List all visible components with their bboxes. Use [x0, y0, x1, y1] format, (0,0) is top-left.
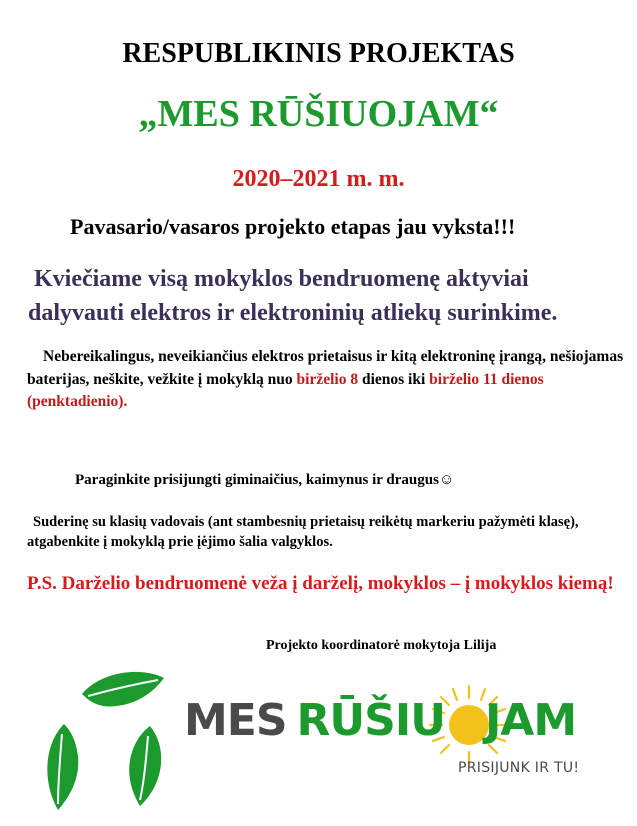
document-title: RESPUBLIKINIS PROJEKTAS — [122, 38, 515, 69]
postscript: P.S. Darželio bendruomenė veža į darželį, mokyklos – į mokyklos kiemą! — [27, 573, 614, 594]
school-year: 2020–2021 m. m. — [232, 166, 405, 192]
logo-word-mes: MES — [184, 695, 287, 746]
logo-word-jam: JAM — [484, 695, 577, 746]
invitation-line-1: Kviečiame visą mokyklos bendruomenę aktyviai — [34, 266, 529, 292]
details-text-middle: dienos iki — [358, 370, 430, 388]
project-name: „MES RŪŠIUOJAM“ — [138, 93, 499, 135]
logo-word-rusiu: RŪŠIU — [296, 695, 445, 746]
date-from: birželio 8 — [296, 370, 359, 388]
encourage-text: Paraginkite prisijungti giminaičius, kaimynus ir draugus☺ — [75, 472, 455, 488]
logo-wordmark — [184, 696, 576, 746]
collection-details — [27, 346, 627, 414]
recycle-leaves-icon — [40, 664, 168, 814]
coordinator: Projekto koordinatorė mokytoja Lilija — [266, 638, 497, 653]
date-to: birželio 11 dienos (penktadienio). — [27, 370, 544, 410]
details-text-before: Nebereikalingus, neveikiančius elektros prietaisus ir kitą elektroninę įrangą, nešiojamas baterijas, neškite, vežkite į mokyklą nuo — [27, 348, 624, 388]
instructions-body: Suderinę su klasių vadovais (ant stambesnių prietaisų reikėtų markeriu pažymėti klasę), atgabenkite į mokyklą prie įėjimo šalia valgyklos. — [27, 514, 579, 550]
logo-tagline: PRISIJUNK IR TU! — [458, 760, 580, 776]
stage-notice: Pavasario/vasaros projekto etapas jau vyksta!!! — [70, 214, 516, 239]
invitation — [28, 262, 557, 330]
instructions-text — [27, 512, 587, 552]
invitation-line-2: dalyvauti elektros ir elektroninių atliekų surinkime. — [28, 300, 558, 326]
